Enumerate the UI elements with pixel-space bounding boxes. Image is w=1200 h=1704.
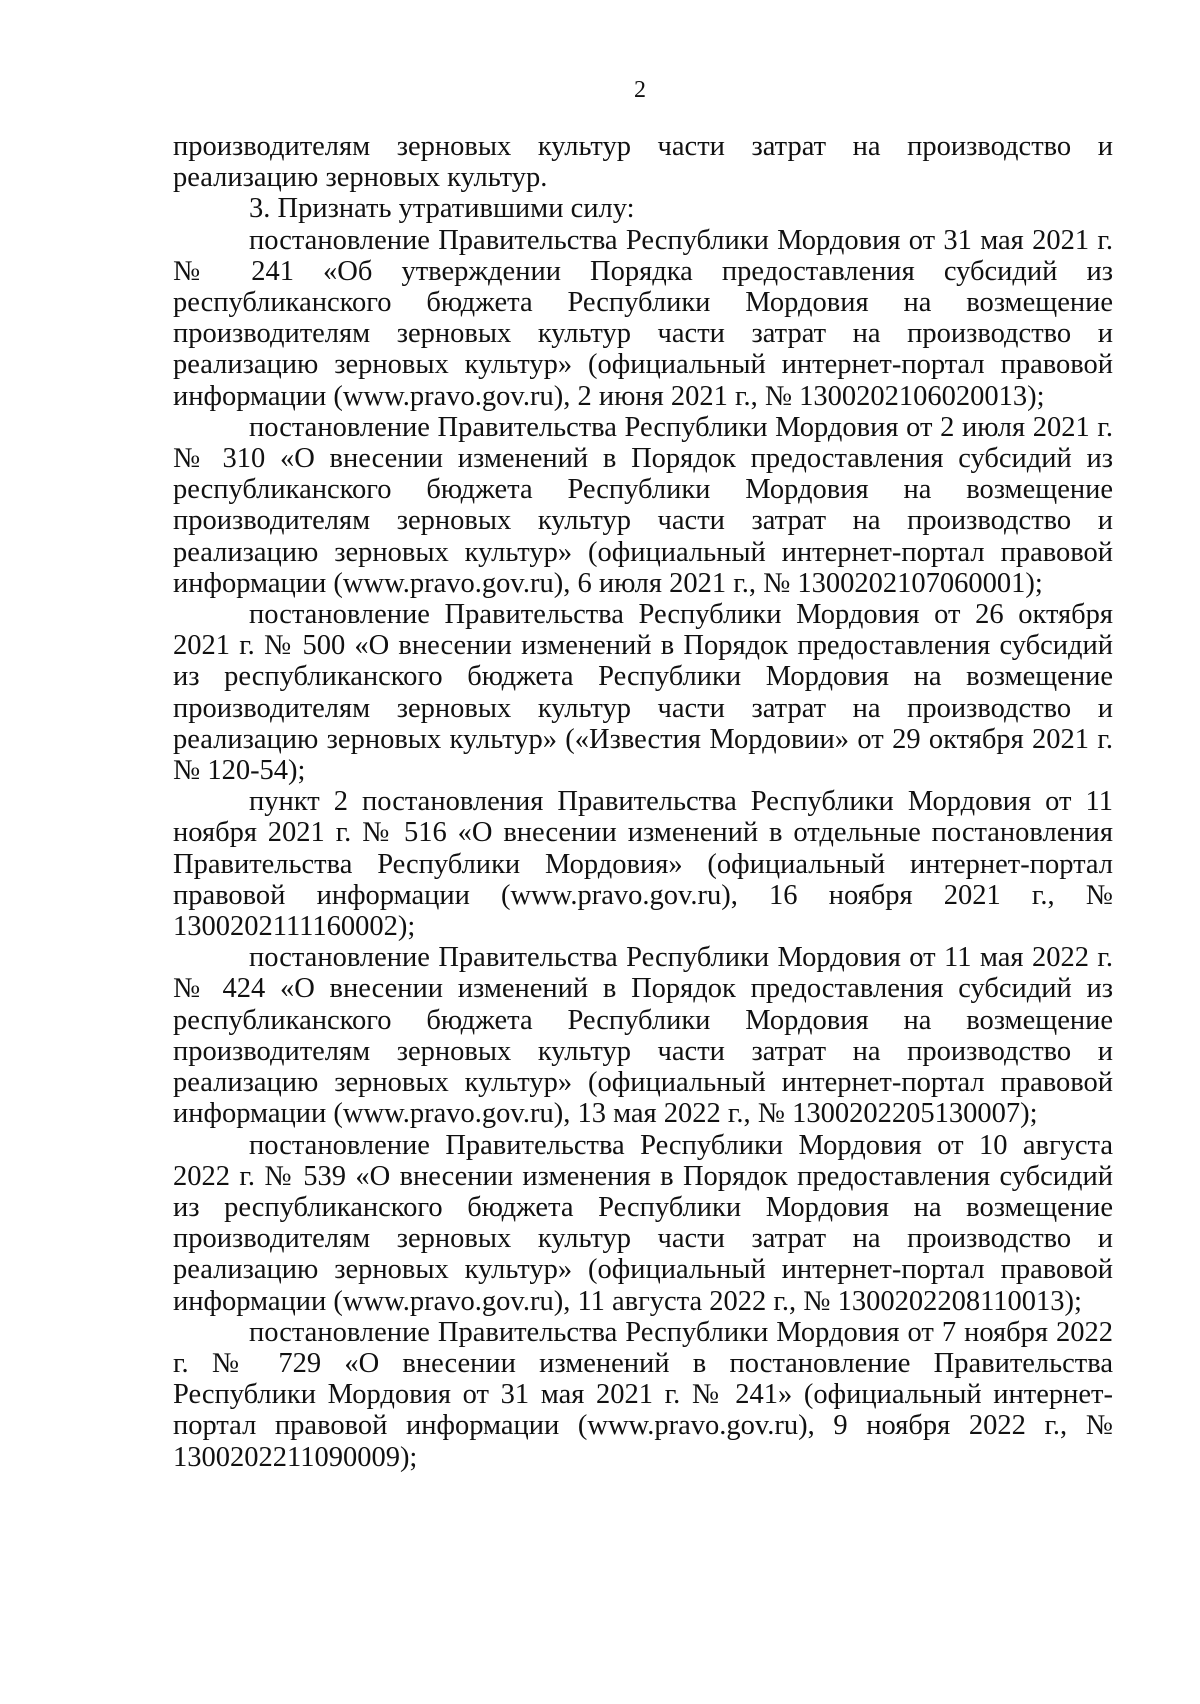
paragraph-resolution-310: постановление Правительства Республики Мордовия от 2 июля 2021 г. № 310 «О внесении изменений в Порядок предоставления субсидий из республиканского бюджета Республики Мордовия на возмещение производителям зерновых культур части затрат на производство и реализацию зерновых культур» (официальный интернет-портал правовой информации (www.pravo.gov.ru), 6 июля 2021 г., № 1300202107060001); — [173, 411, 1113, 599]
paragraph-resolution-539: постановление Правительства Республики Мордовия от 10 августа 2022 г. № 539 «О внесении изменения в Порядок предоставления субсидий из республиканского бюджета Республики Мордовия на возмещение производителям зерновых культур части затрат на производство и реализацию зерновых культур» (официальный интернет-портал правовой информации (www.pravo.gov.ru), 11 августа 2022 г., № 1300202208110013); — [173, 1129, 1113, 1317]
paragraph-item-3-heading: 3. Признать утратившими силу: — [249, 193, 635, 225]
paragraph-continuation: производителям зерновых культур части затрат на производство и реализацию зерновых культур. — [173, 131, 1113, 194]
paragraph-resolution-516: пункт 2 постановления Правительства Республики Мордовия от 11 ноября 2021 г. № 516 «О внесении изменений в отдельные постановления Правительства Республики Мордовия» (официальный интернет-портал правовой информации (www.pravo.gov.ru), 16 ноября 2021 г., № 1300202111160002); — [173, 786, 1113, 943]
paragraph-resolution-729: постановление Правительства Республики Мордовия от 7 ноября 2022 г. № 729 «О внесении изменений в постановление Правительства Республики Мордовия от 31 мая 2021 г. № 241» (официальный интернет-портал правовой информации (www.pravo.gov.ru), 9 ноября 2022 г., № 1300202211090009); — [173, 1316, 1113, 1473]
paragraph-resolution-241: постановление Правительства Республики Мордовия от 31 мая 2021 г. № 241 «Об утверждении Порядка предоставления субсидий из республиканского бюджета Республики Мордовия на возмещение производителям зерновых культур части затрат на производство и реализацию зерновых культур» (официальный интернет-портал правовой информации (www.pravo.gov.ru), 2 июня 2021 г., № 1300202106020013); — [173, 224, 1113, 412]
paragraph-resolution-424: постановление Правительства Республики Мордовия от 11 мая 2022 г. № 424 «О внесении изменений в Порядок предоставления субсидий из республиканского бюджета Республики Мордовия на возмещение производителям зерновых культур части затрат на производство и реализацию зерновых культур» (официальный интернет-портал правовой информации (www.pravo.gov.ru), 13 мая 2022 г., № 1300202205130007); — [173, 942, 1113, 1130]
page-number: 2 — [634, 77, 646, 103]
paragraph-resolution-500: постановление Правительства Республики Мордовия от 26 октября 2021 г. № 500 «О внесении изменений в Порядок предоставления субсидий из республиканского бюджета Республики Мордовия на возмещение производителям зерновых культур части затрат на производство и реализацию зерновых культур» («Известия Мордовии» от 29 октября 2021 г. № 120-54); — [173, 599, 1113, 787]
document-body — [173, 131, 1113, 1473]
